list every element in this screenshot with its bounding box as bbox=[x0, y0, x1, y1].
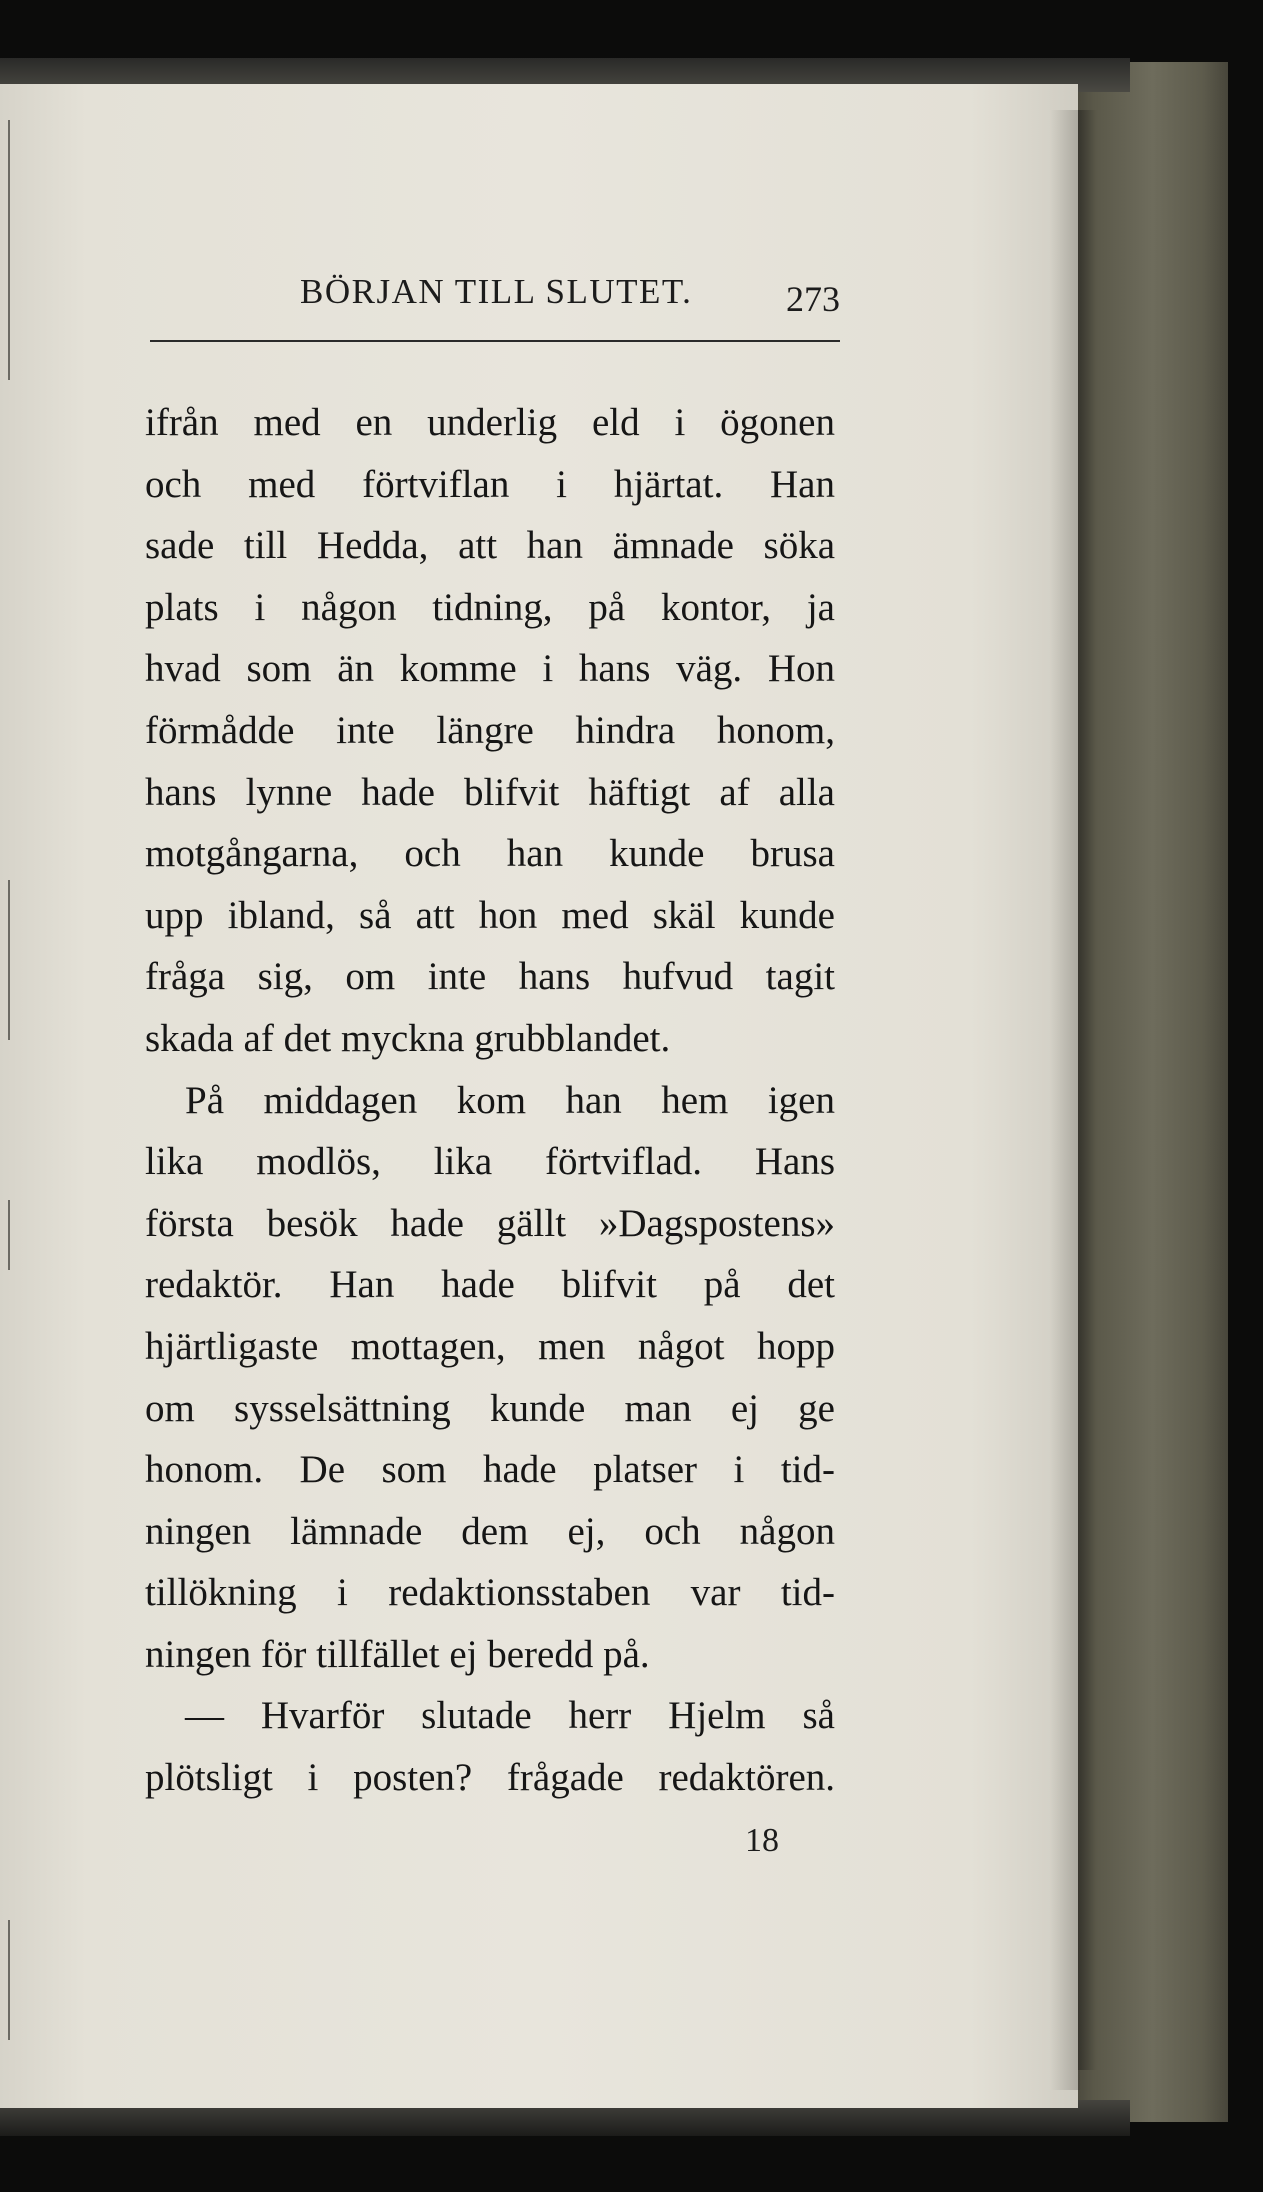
text-line: ningen lämnade dem ej, och någon bbox=[145, 1509, 835, 1553]
text-line: motgångarna, och han kunde brusa bbox=[145, 832, 835, 876]
text-line: lika modlös, lika förtviflad. Hans bbox=[145, 1140, 835, 1184]
text-line: hjärtligaste mottagen, men något hopp bbox=[145, 1324, 835, 1368]
text-line: fråga sig, om inte hans hufvud tagit bbox=[145, 955, 835, 999]
text-line: upp ibland, så att hon med skäl kunde bbox=[145, 893, 835, 937]
text-line: ifrån med en underlig eld i ögonen bbox=[145, 401, 835, 444]
text-line: ningen för tillfället ej beredd på. bbox=[145, 1632, 650, 1676]
text-line: om sysselsättning kunde man ej ge bbox=[145, 1386, 835, 1430]
text-line: sade till Hedda, att han ämnade söka bbox=[145, 524, 835, 568]
text-line: redaktör. Han hade blifvit på det bbox=[145, 1263, 835, 1307]
text-line: honom. De som hade platser i tid- bbox=[145, 1448, 835, 1492]
text-line: skada af det myckna grubblandet. bbox=[145, 1016, 671, 1060]
text-line: och med förtviflan i hjärtat. Han bbox=[145, 462, 835, 506]
signature-mark: 18 bbox=[745, 1822, 779, 1859]
page-right-edge bbox=[1050, 110, 1080, 2090]
page-left-border bbox=[8, 1200, 10, 1270]
text-line: plötsligt i posten? frågade redaktören. bbox=[145, 1756, 835, 1800]
text-line: — Hvarför slutade herr Hjelm så bbox=[185, 1694, 835, 1738]
text-line: plats i någon tidning, på kontor, ja bbox=[145, 585, 835, 629]
text-line: förmådde inte längre hindra honom, bbox=[145, 708, 835, 752]
page-header bbox=[150, 272, 840, 332]
text-line: första besök hade gällt »Dagspostens» bbox=[145, 1201, 835, 1245]
running-title: BÖRJAN TILL SLUTET. bbox=[300, 272, 693, 311]
text-line: hvad som än komme i hans väg. Hon bbox=[145, 647, 835, 691]
page-left-border bbox=[8, 120, 10, 380]
body-text bbox=[145, 392, 835, 1809]
page-left-border bbox=[8, 1920, 10, 2040]
page-number: 273 bbox=[786, 279, 840, 319]
text-line: tillökning i redaktionsstaben var tid- bbox=[145, 1571, 835, 1615]
header-rule bbox=[150, 340, 840, 342]
page-left-border bbox=[8, 880, 10, 1040]
text-line: På middagen kom han hem igen bbox=[185, 1078, 835, 1122]
text-line: hans lynne hade blifvit häftigt af alla bbox=[145, 770, 835, 814]
